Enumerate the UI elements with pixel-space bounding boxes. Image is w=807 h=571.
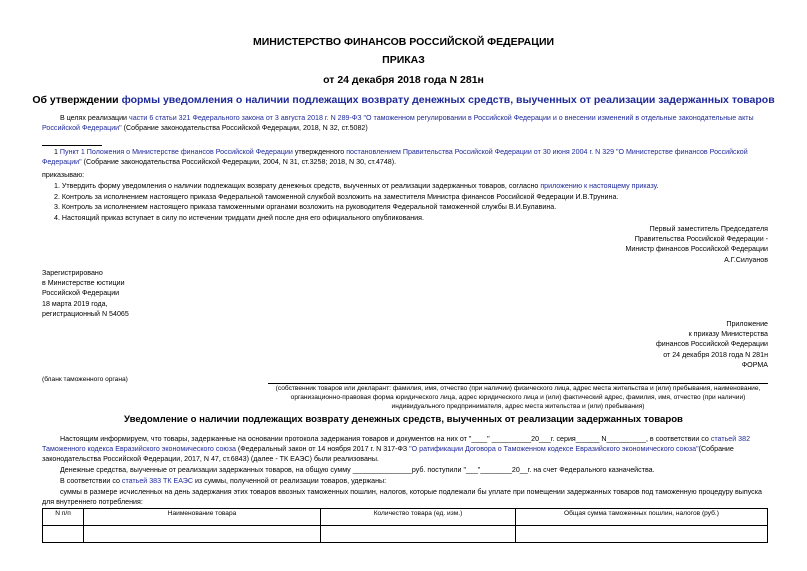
intro-law-link[interactable]: части 6 статьи 321 Федерального закона от 3 августа 2018 г. N 289-ФЗ "О таможенном регулировании в Российской Федерации и о внесении изменений в отдельные законодательные акты Российской Федерации": [42, 114, 754, 133]
signature-line-1: Первый заместитель Председателя: [649, 225, 768, 233]
footnote-mark: 1: [54, 148, 60, 156]
table-header-number: N п/п: [43, 509, 84, 526]
ratification-law-link[interactable]: "О ратификации Договора о Таможенном кодексе Евразийского экономического союза": [409, 445, 699, 454]
form-p1-text-b: (Федеральный закон от 14 ноября 2017 г. N 317-ФЗ: [235, 445, 410, 454]
form-title: Уведомление о наличии подлежащих возврату денежных средств, выученных от реализации задержанных товаров: [124, 414, 683, 425]
appendix-line-3: финансов Российской Федерации: [655, 340, 768, 349]
title-prefix: Об утверждении: [32, 94, 122, 106]
footnote-text-b: утвержденного: [292, 148, 347, 156]
signature-block: [500, 224, 768, 265]
form-paragraph-4: суммы в размере исчисленных на день задержания этих товаров ввозных таможенных пошлин, налогов, которые подлежали бы уплате при помещении задержанных товаров под таможенную процедуру выпуска для внутреннего потребления:: [42, 488, 762, 507]
form-p1-text-a: Настоящим информируем, что товары, задержанные на основании протокола задержания товаров и документов на них от "____" __________20___г. серия______ N__________, в соответствии со: [60, 435, 711, 443]
orders-text: приказываю:: [42, 171, 85, 179]
appendix-line-1: Приложение: [726, 320, 768, 328]
form-p3-text-a: В соответствии со: [60, 477, 122, 485]
order-item-1: [54, 181, 770, 191]
signature-line-3: Министр финансов Российской Федерации: [625, 245, 768, 254]
intro-paragraph: [42, 113, 770, 133]
order-item-3: 3. Контроль за исполнением настоящего приказа таможенными органами возложить на руководителя Федеральной таможенной службы В.И.Булавина.: [54, 203, 557, 211]
registration-line-3: Российской Федерации: [42, 289, 120, 298]
doc-type-heading: ПРИКАЗ: [382, 54, 425, 66]
table-cell: [43, 526, 84, 543]
form-paragraph-1: [42, 434, 770, 465]
table-cell: [516, 526, 768, 543]
form-label: ФОРМА: [741, 360, 768, 369]
owner-line: [268, 383, 768, 384]
date-number-heading: от 24 декабря 2018 года N 281н: [323, 74, 484, 86]
registration-line-1: Зарегистрировано: [42, 269, 103, 277]
owner-caption-line-2: организационно-правовая форма юридического лица, адрес юридического лица и (или) фактический адрес, фамилия, имя, отчество (при наличии): [290, 393, 746, 401]
order-item-2: 2. Контроль за исполнением настоящего приказа Федеральной таможенной службой возложить на заместителя Министра финансов Российской Федерации И.В.Трунина.: [54, 193, 619, 201]
registration-line-5: регистрационный N 54065: [42, 309, 129, 318]
appendix-line-4: от 24 декабря 2018 года N 281н: [663, 350, 768, 359]
signature-line-2: Правительства Российской Федерации -: [634, 235, 768, 244]
order-item-4: 4. Настоящий приказ вступает в силу по истечении тридцати дней после дня его официального опубликования.: [54, 214, 424, 222]
form-p1-text-c: (Собрание законодательства Российской Федерации, 2017, N 47, ст.6843) (далее - ТК ЕАЭС) были реализованы.: [42, 445, 734, 464]
customs-code-article-383-link[interactable]: статьей 383 ТК ЕАЭС: [121, 477, 193, 485]
table-row: [43, 526, 768, 543]
registration-line-4: 18 марта 2019 года,: [42, 299, 108, 308]
appendix-line-2: к приказу Министерства: [688, 330, 768, 339]
footnote-text-c: (Собрание законодательства Российской Федерации, 2004, N 31, ст.3258; 2018, N 30, ст.4748).: [81, 158, 397, 167]
title-link[interactable]: формы уведомления о наличии подлежащих возврату денежных средств, выученных от реализации задержанных товаров: [121, 94, 775, 106]
form-p3-text-b: из суммы, полученной от реализации товаров, удержаны:: [193, 477, 387, 485]
owner-caption-line-3: индивидуального предпринимателя, адрес места жительства и (или) пребывания): [391, 402, 645, 410]
table-header-quantity: Количество товара (ед. изм.): [321, 509, 516, 526]
footnote-link-regulation[interactable]: Пункт 1 Положения о Министерстве финансов Российской Федерации: [59, 148, 293, 156]
table-header-goods-name: Наименование товара: [84, 509, 321, 526]
ministry-heading: МИНИСТЕРСТВО ФИНАНСОВ РОССИЙСКОЙ ФЕДЕРАЦИИ: [252, 36, 555, 48]
order-item-1-tail: .: [656, 182, 659, 190]
registration-block: [42, 268, 242, 319]
intro-text-a: В целях реализации: [60, 114, 129, 122]
table-cell: [84, 526, 321, 543]
owner-caption-line-1: (собственник товаров или декларант: фамилия, имя, отчество (при наличии) физического лица, адрес места жительства и (или) пребывания, наименование,: [275, 385, 761, 392]
duties-table: [42, 508, 768, 543]
registration-line-2: в Министерстве юстиции: [42, 279, 125, 288]
owner-caption: [268, 385, 768, 411]
footnote-link-decree[interactable]: постановлением Правительства Российской Федерации от 30 июня 2004 г. N 329 "О Министерстве финансов Российской Федерации": [42, 148, 748, 167]
footnote: [42, 147, 770, 167]
signature-name: А.Г.Силуанов: [724, 255, 768, 264]
document-title: [0, 94, 807, 106]
form-paragraph-2: Денежные средства, выученные от реализации задержанных товаров, на общую сумму _______________руб. поступили "___"________20__г. на счет Федерального казначейства.: [60, 466, 655, 474]
blank-label: (бланк таможенного органа): [42, 376, 128, 383]
footnote-divider: [42, 145, 102, 146]
table-cell: [321, 526, 516, 543]
appendix-link[interactable]: приложению к настоящему приказу: [540, 182, 657, 190]
intro-text-b: (Собрание законодательства Российской Федерации, 2018, N 32, ст.5082): [121, 124, 368, 133]
customs-code-article-382-link[interactable]: статьей 382 Таможенного кодекса Евразийского экономического союза: [42, 435, 751, 454]
table-header-row: [43, 509, 768, 526]
form-paragraph-3: [60, 476, 770, 486]
appendix-block: [500, 319, 768, 370]
order-item-1-text: 1. Утвердить форму уведомления о наличии подлежащих возврату денежных средств, выученных от реализации задержанных товаров, согласно: [54, 182, 541, 190]
table-header-total-duties: Общая сумма таможенных пошлин, налогов (руб.): [516, 509, 768, 526]
